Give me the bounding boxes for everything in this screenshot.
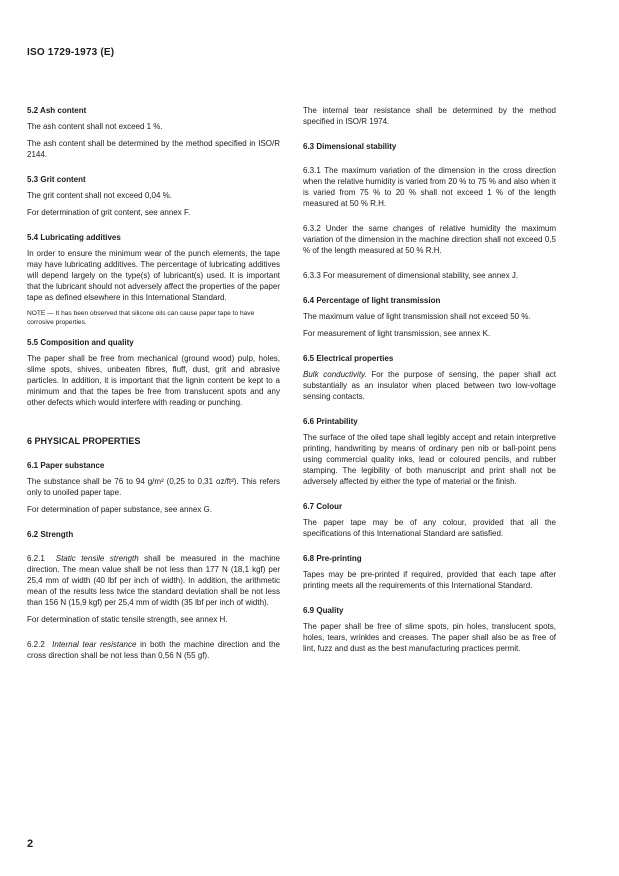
section-5-2-heading: 5.2 Ash content	[27, 106, 87, 115]
section-6-6-heading: 6.6 Printability	[303, 417, 358, 426]
section-6-3-heading: 6.3 Dimensional stability	[303, 142, 397, 151]
section-6-9-heading: 6.9 Quality	[303, 606, 344, 615]
paragraph: The paper tape may be of any colour, provided that all the specifications of this International Standard are satisfied.	[303, 518, 556, 538]
paragraph: Tapes may be pre-printed if required, provided that each tape after printing meets all the requirements of this International Standard.	[303, 570, 556, 590]
paragraph: The paper shall be free from mechanical (ground wood) pulp, holes, slime spots, shives, unbeaten fibres, fluff, dust, grit and abrasive particles. In addition, it is important that the lignin content be kept to a minimum and that the tapes be free from translucent spots and any other defects which would interfere with reading or punching.	[27, 354, 280, 407]
paragraph: The ash content shall not exceed 1 %.	[27, 122, 163, 131]
paragraph-6-2-2	[27, 639, 280, 661]
paragraph-6-3-1: 6.3.1 The maximum variation of the dimension in the cross direction when the relative humidity is varied from 20 % to 75 % and also when it is varied from 75 % to 20 % shall not exceed 1 % of the length measured at 50 % R.H.	[303, 166, 556, 208]
section-6-heading: 6 PHYSICAL PROPERTIES	[27, 436, 141, 446]
paragraph-6-5	[303, 369, 556, 402]
section-6-2-heading: 6.2 Strength	[27, 530, 74, 539]
term: Internal tear resistance	[52, 640, 137, 649]
paragraph: For measurement of light transmission, see annex K.	[303, 329, 491, 338]
page-number: 2	[27, 838, 34, 850]
section-6-5-heading: 6.5 Electrical properties	[303, 354, 394, 363]
term: Static tensile strength	[55, 554, 139, 563]
paragraph: The substance shall be 76 to 94 g/m² (0,25 to 0,31 oz/ft²). This refers only to unoiled paper tape.	[27, 477, 280, 497]
page-header: ISO 1729-1973 (E)	[27, 47, 115, 58]
term: Bulk conductivity.	[303, 370, 367, 379]
section-5-5-heading: 5.5 Composition and quality	[27, 338, 134, 347]
paragraph: For determination of grit content, see annex F.	[27, 208, 191, 217]
paragraph-6-3-2: 6.3.2 Under the same changes of relative humidity the maximum variation of the dimension in the machine direction shall not exceed 0,5 % of the length measured at 50 % R.H.	[303, 224, 556, 255]
paragraph-6-3-3: 6.3.3 For measurement of dimensional stability, see annex J.	[303, 271, 519, 280]
paragraph-text: shall be measured in the machine direction. The mean value shall be not less than 177 N (18,1 kgf) per 25,4 mm of width (40 lbf per inch of width). In addition, the arithmetic mean of the results less twice the standard deviation shall be not less than 156 N (15,9 kgf) per 25,4 mm of width (35 lbf per inch of width).	[27, 554, 281, 607]
paragraph-text: For the purpose of sensing, the paper shall act substantially as an insulator when placed between two low-voltage sensing contacts.	[303, 370, 556, 401]
paragraph: The ash content shall be determined by the method specified in ISO/R 2144.	[27, 139, 280, 159]
paragraph: For determination of static tensile strength, see annex H.	[27, 615, 228, 624]
note: NOTE — It has been observed that silicone oils can cause paper tape to have corrosive properties.	[27, 310, 255, 326]
paragraph: The grit content shall not exceed 0,04 %.	[27, 191, 172, 200]
section-6-8-heading: 6.8 Pre-printing	[303, 554, 362, 563]
right-column	[303, 105, 556, 660]
paragraph-text: in both the machine direction and the cross direction shall be not less than 0,56 N (55 gf).	[27, 640, 280, 660]
paragraph: For determination of paper substance, see annex G.	[27, 505, 212, 514]
section-6-1-heading: 6.1 Paper substance	[27, 461, 105, 470]
clause-number: 6.2.2	[27, 640, 45, 649]
paragraph: The internal tear resistance shall be determined by the method specified in ISO/R 1974.	[303, 106, 556, 126]
paragraph: The surface of the oiled tape shall legibly accept and retain interpretive printing, handwriting by means of ordinary pen nib or ball-point pens using commercial quality inks, lead or coloured pencils, and rubber stamping. The legibility of both manuscript and print shall not be adversely affected by either the type of material or the finish.	[303, 433, 556, 486]
paragraph: The maximum value of light transmission shall not exceed 50 %.	[303, 312, 531, 321]
clause-number: 6.2.1	[27, 554, 45, 563]
left-column	[27, 105, 280, 667]
section-5-4-heading: 5.4 Lubricating additives	[27, 233, 121, 242]
paragraph: The paper shall be free of slime spots, pin holes, translucent spots, holes, tears, wrinkles and creases. The paper shall also be as free of lint, fuzz and dust as the best manufacturing practices permit.	[303, 622, 556, 653]
paragraph-6-2-1	[27, 553, 280, 608]
paragraph: In order to ensure the minimum wear of the punch elements, the tape may have lubricating additives. The percentage of lubricating additives will depend largely on the type(s) of lubricant(s) used. It is important that the lubricant should not adversely affect the properties of the paper tape as defined elsewhere in this International Standard.	[27, 249, 280, 302]
section-6-4-heading: 6.4 Percentage of light transmission	[303, 296, 441, 305]
section-5-3-heading: 5.3 Grit content	[27, 175, 86, 184]
section-6-7-heading: 6.7 Colour	[303, 502, 343, 511]
